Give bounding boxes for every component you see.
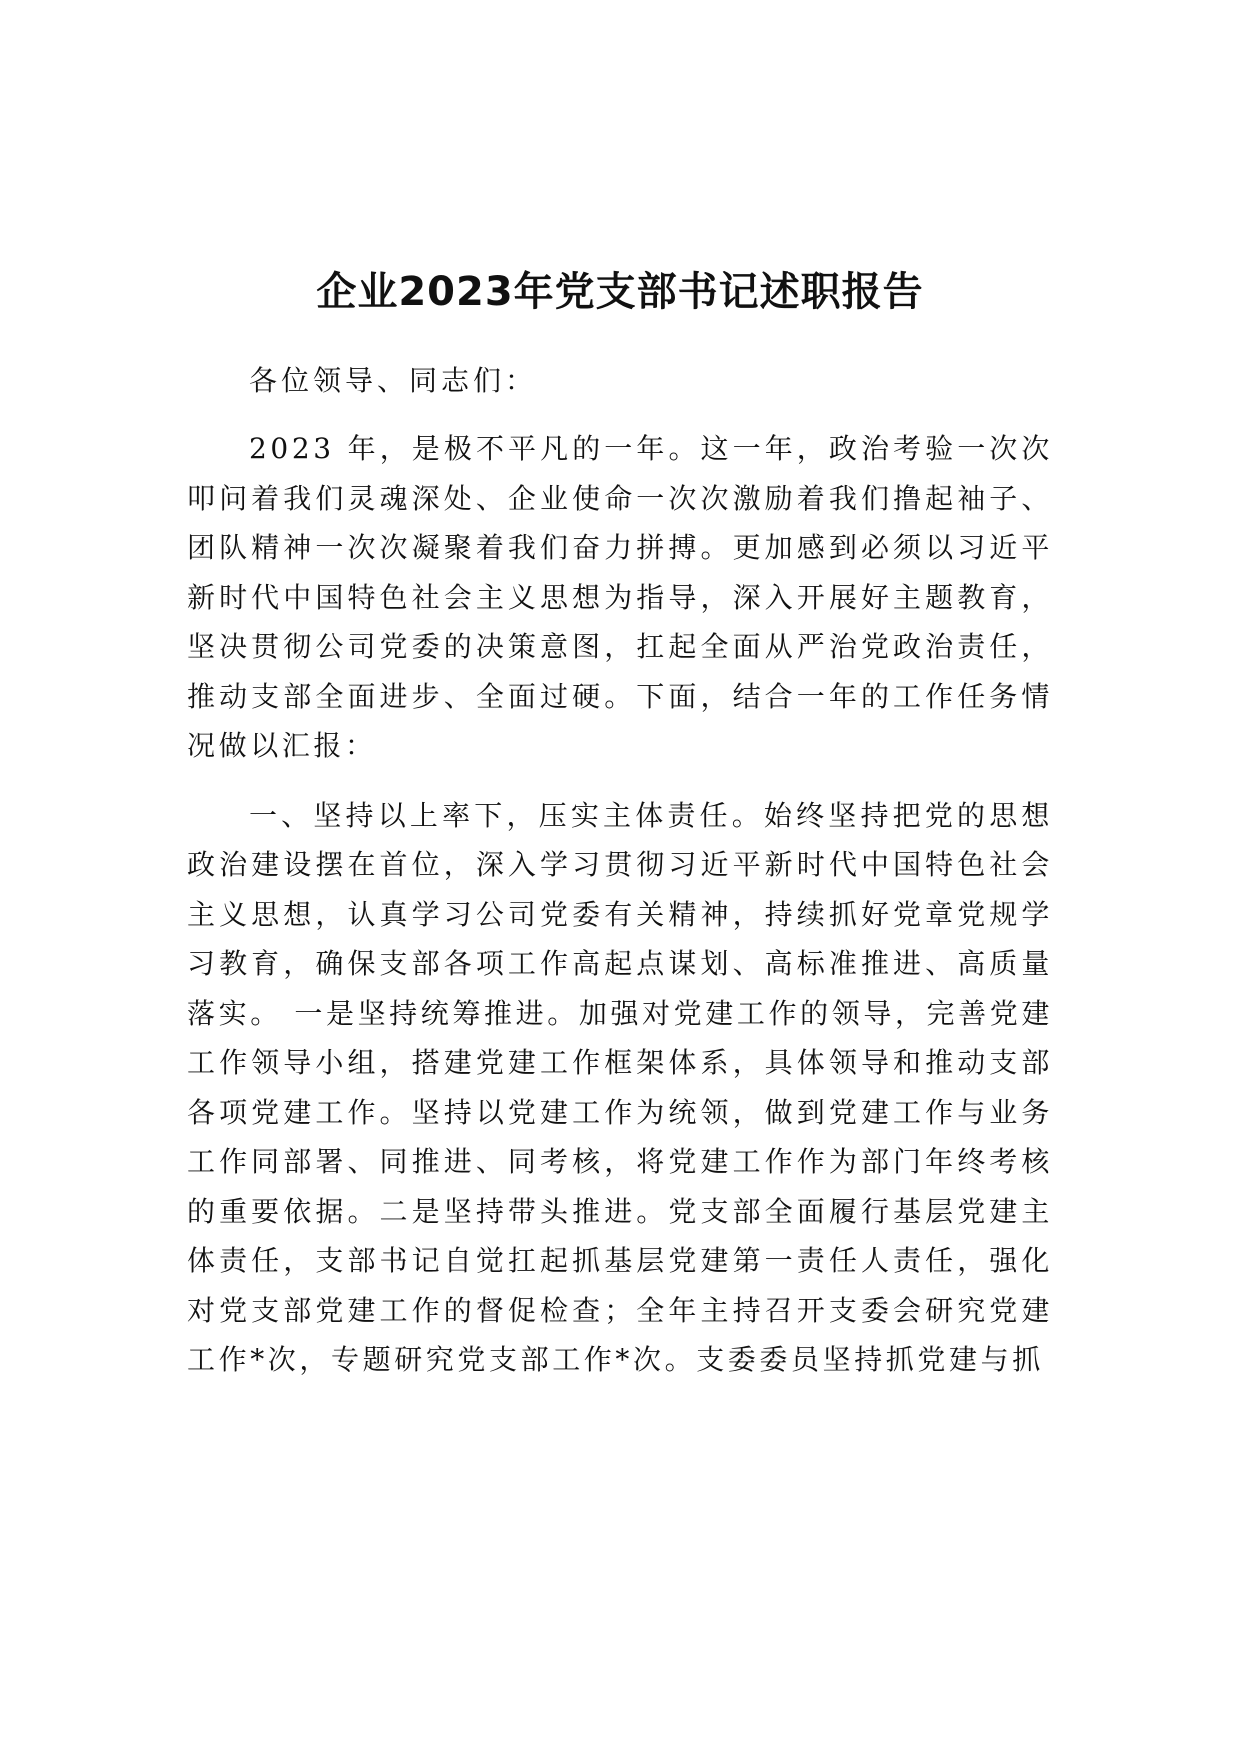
paragraph-section-one: 一、坚持以上率下，压实主体责任。始终坚持把党的思想政治建设摆在首位，深入学习贯彻习近平新时代中国特色社会主义思想，认真学习公司党委有关精神，持续抓好党章党规学习教育，确保支部各项工作高起点谋划、高标准推进、高质量落实。 一是坚持统筹推进。加强对党建工作的领导，完善党建工作领导小组，搭建党建工作框架体系，具体领导和推动支部各项党建工作。坚持以党建工作为统领，做到党建工作与业务工作同部署、同推进、同考核，将党建工作作为部门年终考核的重要依据。二是坚持带头推进。党支部全面履行基层党建主体责任，支部书记自觉扛起抓基层党建第一责任人责任，强化对党支部党建工作的督促检查；全年主持召开支委会研究党建工作*次，专题研究党支部工作*次。支委委员坚持抓党建与抓 — [187, 798, 1053, 1376]
paragraph-intro: 2023 年，是极不平凡的一年。这一年，政治考验一次次叩问着我们灵魂深处、企业使命一次次激励着我们撸起袖子、团队精神一次次凝聚着我们奋力拼搏。更加感到必须以习近平新时代中国特色社会主义思想为指导，深入开展好主题教育，坚决贯彻公司党委的决策意图，扛起全面从严治党政治责任，推动支部全面进步、全面过硬。下面，结合一年的工作任务情况做以汇报： — [187, 432, 1053, 762]
document-title: 企业2023年党支部书记述职报告 — [316, 269, 924, 315]
document-body — [187, 358, 1053, 1405]
salutation: 各位领导、同志们： — [249, 364, 538, 397]
